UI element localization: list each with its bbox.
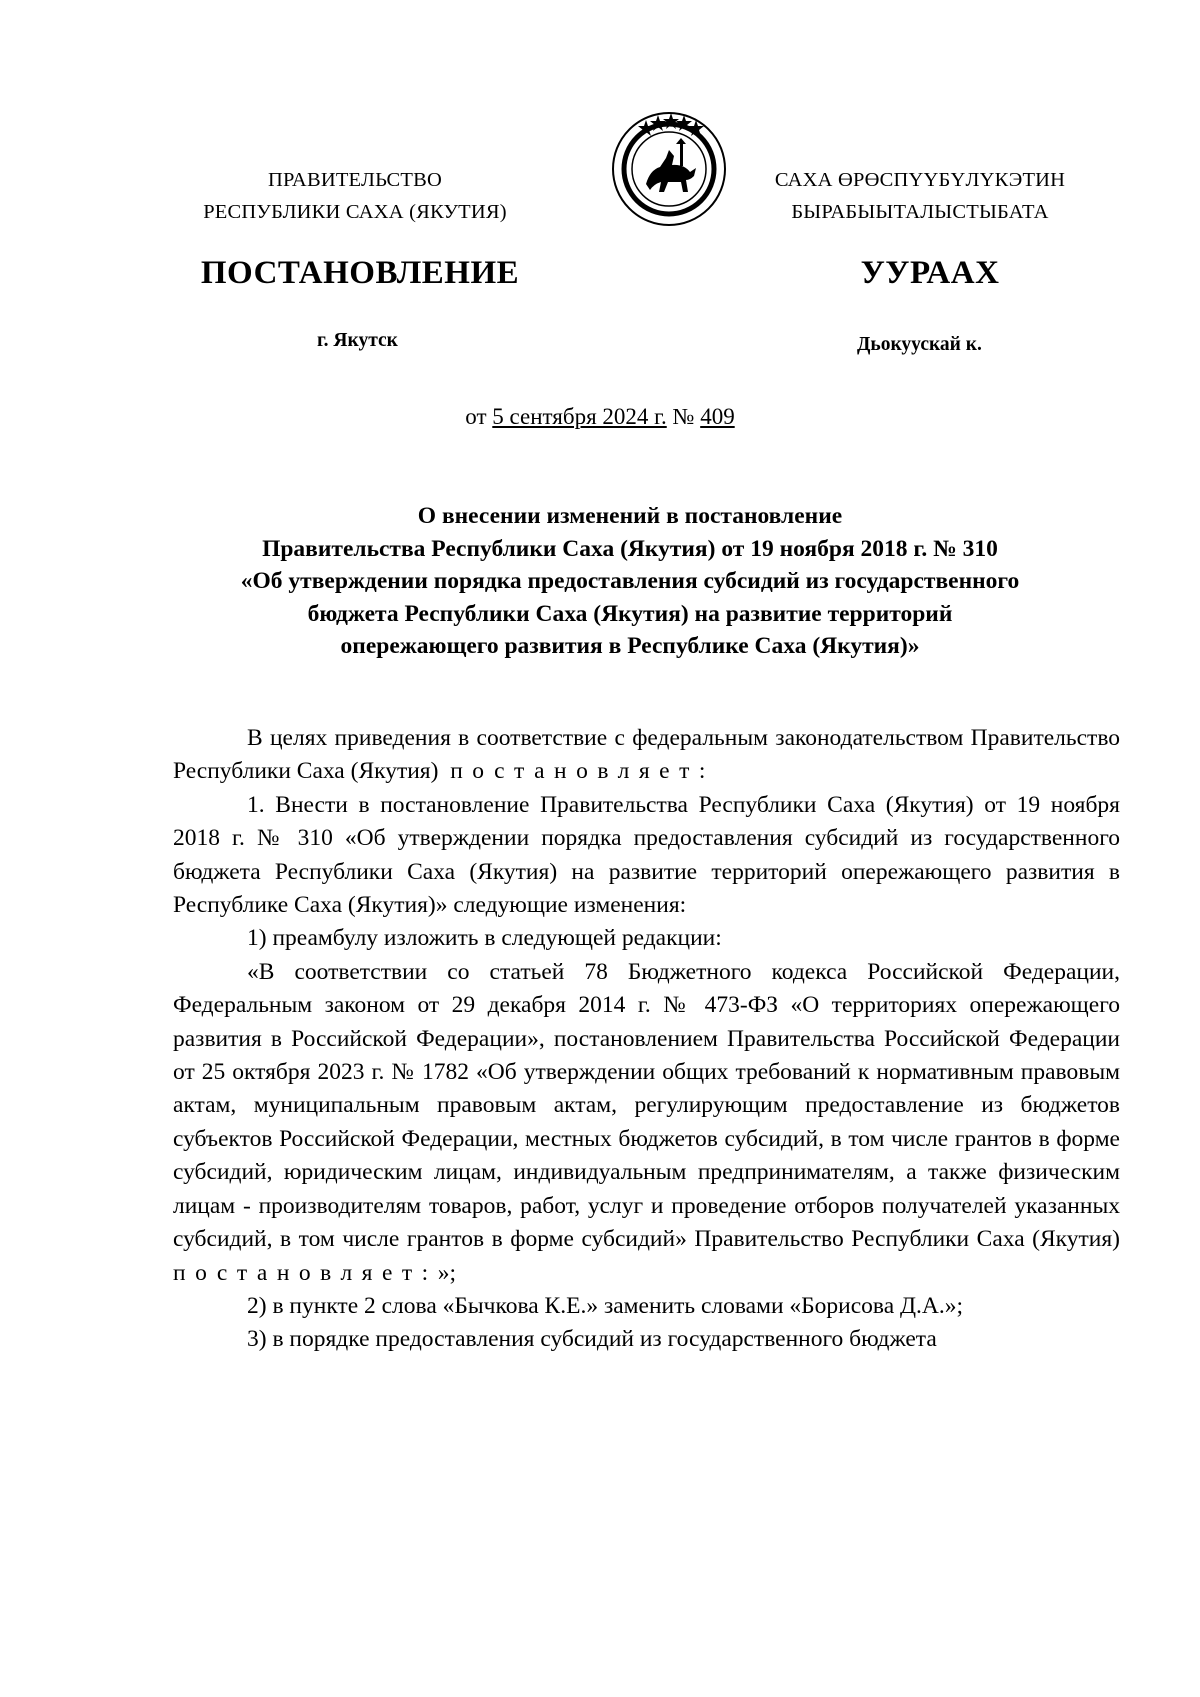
city-russian: г. Якутск — [317, 330, 398, 351]
paragraph — [173, 956, 1120, 1290]
subject-line: Правительства Республики Саха (Якутия) от 19 ноября 2018 г. № 310 — [262, 535, 998, 562]
spaced-verb: постановляет: — [450, 758, 715, 785]
issuer-sakha-line2: БЫРАБЫЫТАЛЫСТЫБАТА — [791, 201, 1049, 223]
quote-end: »; — [437, 1259, 456, 1286]
issuer-sakha — [730, 164, 1110, 228]
doc-date: 5 сентября 2024 г. — [492, 404, 667, 429]
issuer-sakha-line1: САХА ӨРӨСПҮҮБҮЛҮКЭТИН — [774, 169, 1066, 191]
city-sakha: Дьокуускай к. — [857, 334, 982, 355]
doc-type-sakha: УУРААХ — [860, 255, 1000, 291]
paragraph-text: В целях приведения в соответствие с федеральным законодательством Правительство Республики Саха (Якутия) — [173, 725, 1120, 785]
paragraph: 3) в порядке предоставления субсидий из государственного бюджета — [247, 1326, 937, 1353]
doc-number: 409 — [700, 404, 735, 429]
number-sign: № — [672, 404, 695, 429]
paragraph — [173, 722, 1120, 789]
paragraph: 2) в пункте 2 слова «Бычкова К.Е.» заменить словами «Борисова Д.А.»; — [247, 1292, 964, 1319]
spaced-verb: постановляет: — [173, 1259, 438, 1286]
paragraph: 1. Внести в постановление Правительства Республики Саха (Якутия) от 19 ноября 2018 г. № 310 «Об утверждении порядка предоставления субсидий из государственного бюджета Республики Саха (Якутия) на развитие территорий опережающего развития в Республике Саха (Якутия)» следующие изменения: — [173, 791, 1120, 919]
doc-subject — [150, 500, 1110, 663]
doc-date-line — [0, 404, 1200, 430]
doc-type-russian: ПОСТАНОВЛЕНИЕ — [200, 255, 520, 291]
issuer-russian — [170, 164, 540, 228]
sakha-coat-of-arms-icon — [610, 110, 728, 228]
subject-line: О внесении изменений в постановление — [417, 503, 843, 529]
paragraph: 1) преамбулу изложить в следующей редакции: — [247, 925, 722, 952]
subject-line: «Об утверждении порядка предоставления субсидий из государственного — [240, 568, 1020, 594]
issuer-russian-line2: РЕСПУБЛИКИ САХА (ЯКУТИЯ) — [203, 201, 507, 223]
paragraph-text: «В соответствии со статьей 78 Бюджетного кодекса Российской Федерации, Федеральным законом от 29 декабря 2014 г. № 473-ФЗ «О территориях опережающего развития в Российской Федерации», постановлением Правительства Российской Федерации от 25 октября 2023 г. № 1782 «Об утверждении общих требований к нормативным правовым актам, муниципальным правовым актам, регулирующим предоставление из бюджетов субъектов Российской Федерации, местных бюджетов субсидий, в том числе грантов в форме субсидий, юридическим лицам, индивидуальным предпринимателям, а также физическим лицам - производителям товаров, работ, услуг и проведение отборов получателей указанных субсидий, в том числе грантов в форме субсидий» Правительство Республики Саха (Якутия) — [173, 958, 1120, 1253]
subject-line: опережающего развития в Республике Саха (Якутия)» — [340, 633, 920, 659]
date-prefix: от — [465, 404, 487, 429]
subject-line: бюджета Республики Саха (Якутия) на развитие территорий — [307, 600, 953, 627]
doc-body — [173, 722, 1120, 1357]
issuer-russian-line1: ПРАВИТЕЛЬСТВО — [267, 169, 443, 191]
